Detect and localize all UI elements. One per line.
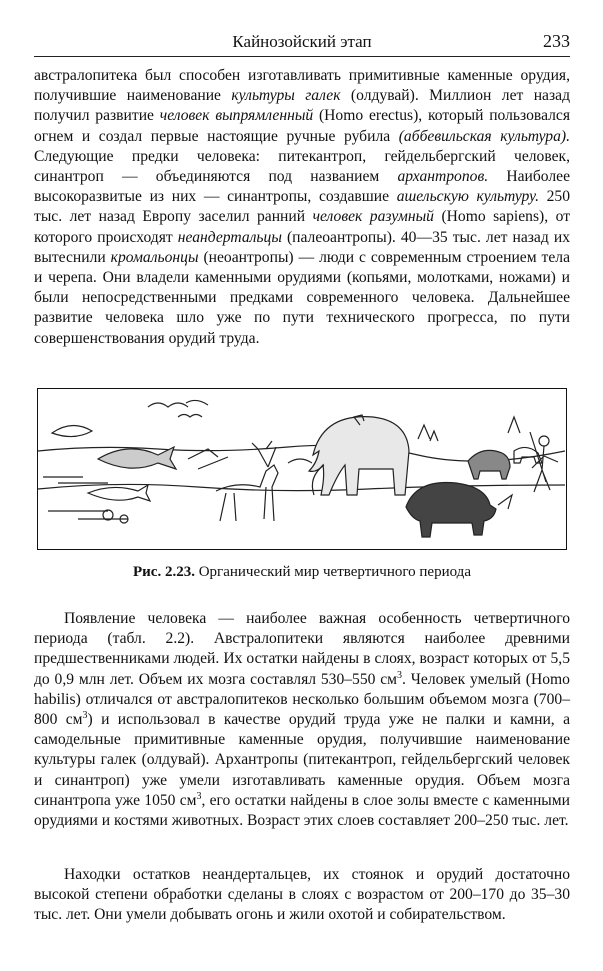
plant-icon xyxy=(188,449,312,469)
paragraph-2 xyxy=(34,609,570,831)
woolly-rhino-icon xyxy=(406,483,496,538)
illustration-quaternary-period xyxy=(37,388,567,550)
superscript: 3 xyxy=(82,709,88,721)
superscript: 3 xyxy=(397,669,403,681)
running-header xyxy=(34,30,570,57)
illustration xyxy=(38,389,565,548)
mammoth-icon xyxy=(309,417,409,495)
text-run: ) и использовал в качестве орудий труда уже не палки и камни, а самодельные примитивные каменные орудия, получившие наименование культуры галек (олдувай). Архантропы (питекантроп, гейдельбергский человек и синантроп) уже умели изготавливать каменные орудия. Объем мозга синантропа уже 1050 см xyxy=(34,711,570,809)
page-number: 233 xyxy=(543,31,570,51)
text-run: Находки остатков неандертальцев, их стоянок и орудий достаточно высокой степени обработки сделаны в слоях с возрастом от 200–170 до 35–30 тыс. лет. Они умели добывать огонь и жили охотой и собирательством. xyxy=(34,866,570,924)
hunter-with-spear-icon xyxy=(530,432,558,492)
text-run: Следующие предки человека: питекантроп, гейдельбергский человек, синантроп — объединяются под названием xyxy=(34,147,570,186)
emphasis-text: ашельскую культуру. xyxy=(396,188,539,206)
water-ripple-icon xyxy=(43,477,128,519)
paragraph-1 xyxy=(34,66,570,349)
emphasis-text: архантропов. xyxy=(397,168,489,186)
text-run: (палеоантропы). 40—35 тыс. лет назад их вытеснили xyxy=(34,228,570,266)
emphasis-text: (аббевильская культура). xyxy=(398,127,570,145)
bird-icon xyxy=(178,415,202,418)
figure-label: Рис. 2.23. xyxy=(133,564,195,580)
figure-caption-text: Органический мир четвертичного периода xyxy=(198,564,471,580)
text-run: 250 тыс. лет назад Европу заселил ранний xyxy=(34,188,571,226)
emphasis-text: культуры галек xyxy=(231,87,341,105)
bird-icon xyxy=(186,400,208,405)
emphasis-text: человек выпрямленный xyxy=(159,107,314,125)
text-run: австралопитека был способен изготавливать примитивные каменные орудия, получившие наименование xyxy=(34,67,570,105)
text-run: Наиболее высокоразвитые из них — синантропы, создавшие xyxy=(34,168,570,206)
text-run: . Человек умелый (Homo habilis) отличался от австралопитеков несколько большим объемом мозга (700–800 см xyxy=(34,670,570,729)
emphasis-text: неандертальцы xyxy=(177,228,282,246)
paragraph-3 xyxy=(34,865,570,926)
text-run: , его остатки найдены в слое золы вместе с каменными орудиями и костями животных. Возраст этих слоев составляет 200–250 тыс. лет. xyxy=(34,791,570,830)
chapter-title: Кайнозойский этап xyxy=(232,32,372,51)
deer-icon xyxy=(216,465,278,521)
human-head-icon xyxy=(539,436,549,446)
superscript: 3 xyxy=(196,790,202,802)
fish-icon xyxy=(98,447,176,469)
tree-icon xyxy=(418,417,520,441)
fish-icon xyxy=(88,485,150,501)
text-run: (Homo erectus), который пользовался огнем и создал первые настоящие ручные рубила xyxy=(34,107,570,145)
text-run: (олдувай). Миллион лет назад получил развитие xyxy=(34,87,570,125)
emphasis-text: человек разумный xyxy=(312,208,434,226)
emphasis-text: кромальонцы xyxy=(110,248,199,266)
bison-icon xyxy=(468,450,510,479)
text-run: (Homo sapiens), от которого происходят xyxy=(34,208,571,246)
figure-caption xyxy=(34,564,570,581)
text-run: Появление человека — наиболее важная особенность четвертичного периода (табл. 2.2). Австралопитеки являются наиболее древними предшественниками людей. Их остатки найдены в слоях, возраст которых от 5,5 до 0,9 млн лет. Объем их мозга составлял 530–550 см xyxy=(34,610,570,688)
bird-icon xyxy=(148,403,188,407)
horn-icon xyxy=(498,495,512,509)
antlers-icon xyxy=(252,441,276,467)
text-run: (неоантропы) — люди с современным строением тела и черепа. Они владели каменными орудиями (копьями, молотками, ножами) и были непосредственными предками современного человека. Дальнейшее развитие человека шло уже по пути технического прогресса, по пути совершенствования орудий труда. xyxy=(34,248,570,347)
whale-icon xyxy=(52,425,92,436)
